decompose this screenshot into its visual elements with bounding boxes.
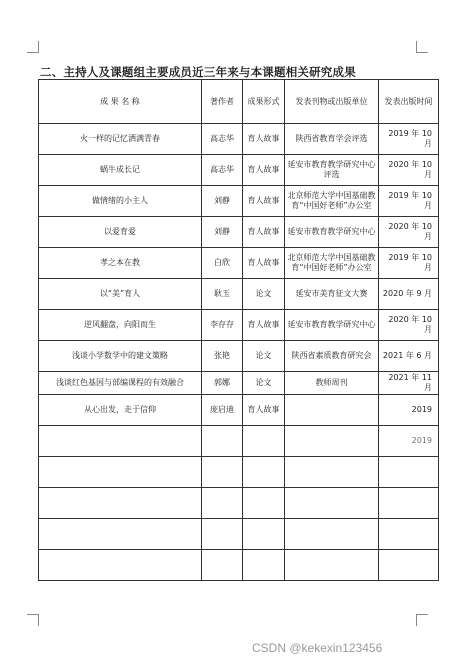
watermark-text: CSDN @kekexin123456: [252, 641, 383, 655]
page-corner-mark: [27, 614, 39, 626]
cell-form: 论文: [243, 341, 285, 372]
cell-publisher: [285, 395, 379, 426]
cell-date: 2019 年 10 月: [379, 248, 439, 279]
cell-form: 育人故事: [243, 217, 285, 248]
cell-author: 耿玉: [202, 279, 243, 310]
header-name: 成 果 名 称: [39, 80, 202, 124]
cell-form: 育人故事: [243, 310, 285, 341]
cell-form: 论文: [243, 279, 285, 310]
cell-date: 2019 年 10 月: [379, 124, 439, 155]
header-author: 著作者: [202, 80, 243, 124]
table-row-empty: [39, 488, 439, 519]
page-corner-mark: [416, 614, 428, 626]
cell-author: 郭娜: [202, 372, 243, 395]
cell-publisher: 陕西省素质教育研究会: [285, 341, 379, 372]
cell-publisher: 延安市美育征文大赛: [285, 279, 379, 310]
cell-name: 浅谈红色基因与部编课程的有效融合: [39, 372, 202, 395]
cell-form: 育人故事: [243, 124, 285, 155]
cell-publisher: 延安市教育教学研究中心: [285, 217, 379, 248]
cell-date: 2019: [379, 426, 439, 457]
cell-publisher: 延安市教育教学研究中心评选: [285, 155, 379, 186]
cell-publisher: 北京师范大学中国基础教育“中国好老师”办公室: [285, 186, 379, 217]
results-table: [38, 79, 439, 581]
cell-publisher: 陕西省教育学会评选: [285, 124, 379, 155]
header-form: 成果形式: [243, 80, 285, 124]
cell-name: 做情绪的小主人: [39, 186, 202, 217]
table-row: [39, 279, 439, 310]
cell-name: 蜗牛成长记: [39, 155, 202, 186]
table-row: [39, 186, 439, 217]
cell-name: 逆风翻盘，向阳而生: [39, 310, 202, 341]
cell-form: 育人故事: [243, 395, 285, 426]
page-corner-mark: [27, 41, 39, 53]
cell-name: 以“美”育人: [39, 279, 202, 310]
cell-author: 高志华: [202, 124, 243, 155]
cell-name: 浅谈小学数学中的建文策略: [39, 341, 202, 372]
cell-name: 火一样的记忆洒满青春: [39, 124, 202, 155]
cell-date: 2019 年 10 月: [379, 186, 439, 217]
cell-author: 刘静: [202, 186, 243, 217]
table-row: [39, 372, 439, 395]
cell-author: 刘静: [202, 217, 243, 248]
table-row: [39, 124, 439, 155]
cell-author: 李存存: [202, 310, 243, 341]
cell-form: 育人故事: [243, 155, 285, 186]
table-row-empty: [39, 550, 439, 581]
table-header-row: [39, 80, 439, 124]
cell-name: 孝之本在教: [39, 248, 202, 279]
cell-publisher: 教师周刊: [285, 372, 379, 395]
table-row: [39, 217, 439, 248]
cell-name: 以爱育爱: [39, 217, 202, 248]
cell-date: 2021 年 11 月: [379, 372, 439, 395]
table-row: [39, 310, 439, 341]
cell-publisher: 北京师范大学中国基础教育“中国好老师”办公室: [285, 248, 379, 279]
header-publisher: 发表刊物或出版单位: [285, 80, 379, 124]
page-corner-mark: [416, 41, 428, 53]
table-row: [39, 341, 439, 372]
table-row: [39, 395, 439, 426]
table-row-empty: [39, 426, 439, 457]
table-row-empty: [39, 457, 439, 488]
table-row: [39, 155, 439, 186]
cell-name: 从心出发，走于信仰: [39, 395, 202, 426]
section-title: 二、主持人及课题组主要成员近三年来与本课题相关研究成果: [40, 65, 356, 79]
table-row: [39, 248, 439, 279]
cell-author: 高志华: [202, 155, 243, 186]
cell-date: 2020 年 9 月: [379, 279, 439, 310]
cell-date: 2021 年 6 月: [379, 341, 439, 372]
cell-author: 张艳: [202, 341, 243, 372]
cell-form: 育人故事: [243, 248, 285, 279]
table-row-empty: [39, 519, 439, 550]
header-date: 发表出版时间: [379, 80, 439, 124]
cell-form: 育人故事: [243, 186, 285, 217]
cell-date: 2020 年 10 月: [379, 217, 439, 248]
cell-author: 白欣: [202, 248, 243, 279]
cell-date: 2019: [379, 395, 439, 426]
cell-date: 2020 年 10 月: [379, 310, 439, 341]
cell-publisher: 延安市教育教学研究中心: [285, 310, 379, 341]
cell-form: 论文: [243, 372, 285, 395]
cell-date: 2020 年 10 月: [379, 155, 439, 186]
cell-author: 庞启迪: [202, 395, 243, 426]
